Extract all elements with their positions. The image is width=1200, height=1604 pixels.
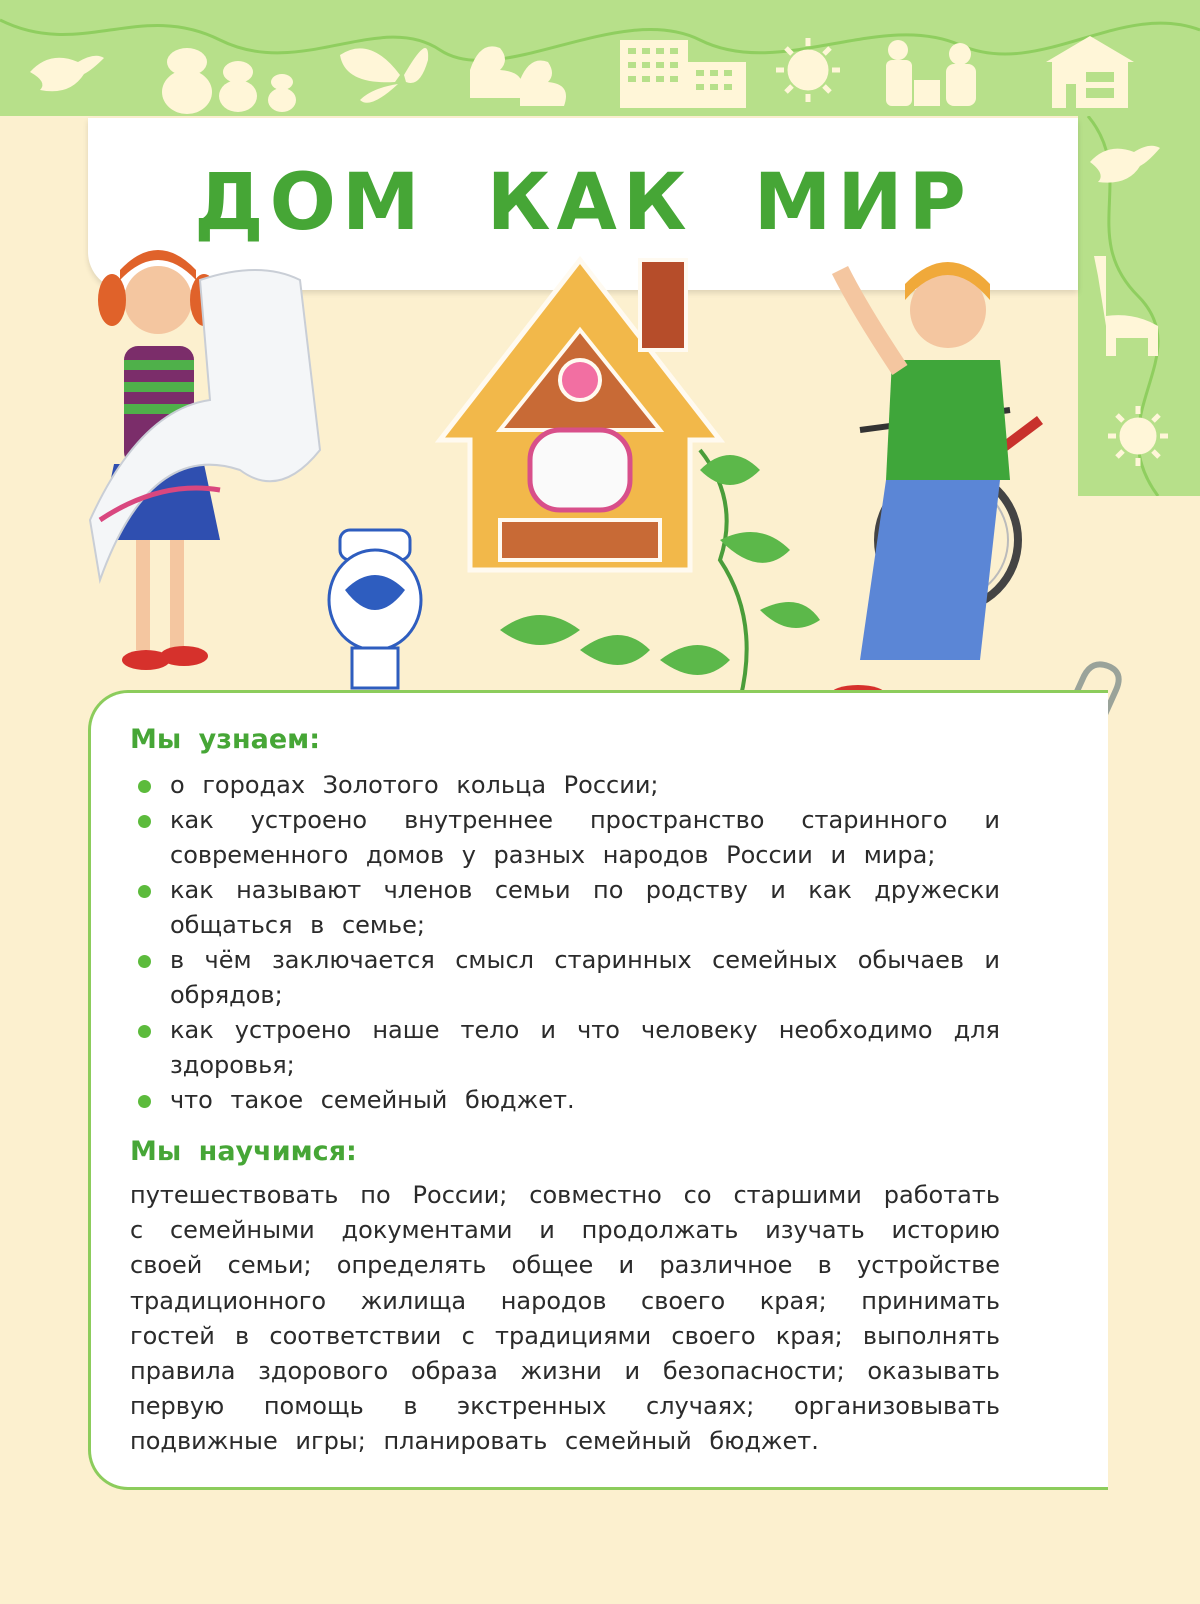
matryoshka-icon	[162, 48, 296, 114]
bullet-icon	[138, 955, 151, 968]
butterfly-icon	[340, 48, 428, 103]
bullet-icon	[138, 1025, 151, 1038]
list-item: как устроено наше тело и что человеку необходимо для здоровья;	[130, 1013, 1000, 1083]
bullet-icon	[138, 1095, 151, 1108]
girl-illustration	[90, 250, 320, 670]
list-item: о городах Золотого кольца России;	[130, 768, 1000, 803]
gingerbread-house-illustration	[440, 260, 720, 570]
bullet-icon	[138, 815, 151, 828]
list-item: в чём заключается смысл старинных семейных обычаев и обрядов;	[130, 943, 1000, 1013]
list-item: что такое семейный бюджет.	[130, 1083, 1000, 1118]
skills-heading: Мы научимся:	[130, 1136, 357, 1167]
bird-icon	[30, 56, 104, 92]
learn-list	[130, 768, 1000, 1118]
page-title: ДОМ КАК МИР	[194, 158, 972, 248]
bullet-icon	[138, 885, 151, 898]
bullet-icon	[138, 780, 151, 793]
boy-with-bicycle-illustration	[830, 262, 1040, 705]
skills-text: путешествовать по России; совместно со старшими работать с семейными документами и продолжать изучать историю своей семьи; определять общее и различное в устройстве традиционного жилища народов своего края; принимать гостей в соответствии с традициями своего края; выполнять правила здорового образа жизни и безопасности; оказывать первую помощь в экстренных случаях; организовывать подвижные игры; планировать семейный бюджет.	[130, 1181, 1000, 1456]
toy-figures-icon	[886, 40, 976, 106]
top-silhouettes	[0, 0, 1200, 116]
list-item: как называют членов семьи по родству и как дружески общаться в семье;	[130, 873, 1000, 943]
learn-heading: Мы узнаем:	[130, 724, 321, 755]
list-item: как устроено внутреннее пространство старинного и современного домов у разных народов России и мира;	[130, 803, 1000, 873]
illustrations	[0, 240, 1200, 760]
